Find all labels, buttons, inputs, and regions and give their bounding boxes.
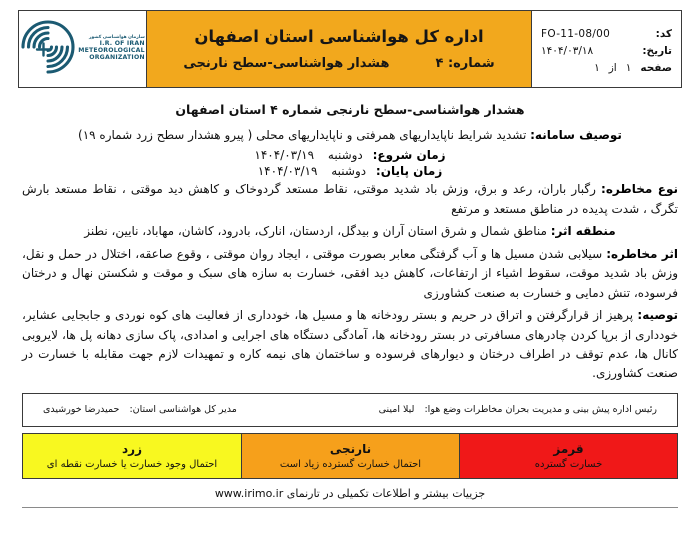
affected-region-value: مناطق شمال و شرق استان آران و بیدگل، اردستان، انارک، بادرود، کاشان، مهاباد، نایین، نطنز: [84, 224, 547, 239]
header-title-band: [147, 11, 531, 87]
footer-text: جزییات بیشتر و اطلاعات تکمیلی در تارنمای: [286, 486, 486, 500]
signature-name-0: لیلا امینی: [378, 404, 415, 416]
hazard-effects-label: اثر مخاطره:: [606, 246, 678, 261]
system-description-field: [22, 126, 678, 145]
document-date-value: ۱۴۰۴/۰۳/۱۸: [541, 44, 594, 57]
legend-level-yellow: [23, 434, 241, 478]
severity-legend: [22, 433, 678, 479]
legend-desc-orange: احتمال خسارت گسترده زیاد است: [279, 458, 422, 470]
page-number-row: [541, 62, 672, 74]
legend-name-orange: نارنجی: [329, 441, 372, 456]
legend-desc-red: خسارت گسترده: [534, 458, 603, 470]
legend-name-yellow: زرد: [122, 441, 142, 456]
hazard-type-field: [22, 180, 678, 219]
end-time-label: زمان پایان:: [375, 164, 443, 179]
logo-wrapper: [20, 19, 145, 79]
header-subtitle-row: [157, 56, 521, 71]
document-body: [18, 88, 682, 508]
organization-logo: [19, 11, 147, 87]
document-date-row: [541, 45, 672, 57]
hazard-type-value: رگبار باران، رعد و برق، وزش باد شدید موقتی، نقاط مستعد گردوخاک و کاهش دید موقتی ، نقاط مستعد بارش تگرگ ، شدت پدیده در مناطق مستعد و مرتفع: [22, 182, 678, 216]
hazard-effects-value: سیلابی شدن مسیل ها و آب گرفتگی معابر بصورت موقتی ، ایجاد روان موقتی ، وقوع صاعقه، اختلال در حمل و نقل، وزش باد شدید موقت، سقوط اشیاء از ارتفاعات، کاهش دید افقی، خسارت به سازه های سبک و موقت و شکستن نهال و درختان فرسوده، تنش دمایی و خسارت به صنعت کشاورزی: [22, 246, 678, 300]
warning-number-value: ۴: [435, 56, 444, 72]
logo-english-line-3: ORGANIZATION: [89, 53, 145, 61]
legend-name-red: قرمز: [553, 441, 584, 456]
page-current: ۱: [625, 61, 632, 74]
end-time-field: [22, 164, 678, 178]
recommendations-label: توصیه:: [637, 308, 678, 323]
signature-director-general: [43, 404, 237, 415]
signature-name-1: حمیدرضا خورشیدی: [43, 404, 120, 416]
recommendations-value: پرهیز از قرارگرفتن و اتراق در حریم و بستر رودخانه ها و مسیل ها، خودداری از فعالیت های کوه نوردی و جابجایی عشایر، خودداری از برپا کردن چادرهای مسافرتی در بستر رودخانه ها، آمادگی دستگاه های اجرایی و امدادی، پاک سازی دهانه پل ها، لایروبی کانال ها، عدم توقف در اطراف درختان و دیوارهای فرسوده و ساختمان های نیمه کاره و تمهیدات لازم جهت مقابله با خسارت در صنعت کشاورزی.: [22, 308, 678, 381]
page-total: ۱: [594, 61, 600, 74]
warning-level-subtitle: هشدار هواشناسی-سطح نارنجی: [183, 56, 390, 72]
affected-region-field: [22, 222, 678, 241]
document-code-value: FO-11-08/00: [541, 27, 611, 40]
end-time-day: دوشنبه: [331, 164, 367, 179]
warning-number-block: [435, 56, 494, 71]
system-description-value: تشدید شرایط ناپایداریهای همرفتی و ناپایداریهای محلی ( پیرو هشدار سطح زرد شماره ۱۹): [78, 128, 527, 142]
document-footer: [22, 487, 678, 508]
signature-role-0: رئیس اداره پیش بینی و مدیریت بحران مخاطرات وضع هوا:: [424, 404, 657, 416]
logo-text-block: [78, 36, 145, 62]
end-time-date: ۱۴۰۴/۰۳/۱۹: [257, 164, 318, 179]
start-time-field: [22, 148, 678, 162]
logo-english-line-2: METEOROLOGICAL: [78, 46, 145, 54]
legend-level-red: [459, 434, 677, 478]
page-title: هشدار هواشناسی-سطح نارنجی شماره ۴ استان اصفهان: [175, 102, 525, 117]
start-time-day: دوشنبه: [327, 148, 363, 163]
system-description-label: توصیف سامانه:: [530, 128, 622, 142]
recommendations-field: [22, 306, 678, 384]
signature-role-1: مدیر کل هواشناسی استان:: [129, 404, 237, 416]
document-code-row: [541, 28, 672, 40]
irimo-spiral-icon: [20, 19, 76, 79]
page-label: صفحه: [640, 61, 672, 74]
document-date-label: تاریخ:: [642, 44, 672, 57]
document-code-label: کد:: [655, 27, 672, 40]
document-header: [18, 10, 682, 88]
start-time-label: زمان شروع:: [372, 148, 446, 163]
legend-desc-yellow: احتمال وجود خسارت یا خسارت نقطه ای: [46, 458, 218, 470]
header-meta-block: [531, 11, 681, 87]
warning-number-label: شماره:: [447, 56, 495, 72]
signature-box: [22, 393, 678, 427]
hazard-effects-field: [22, 245, 678, 303]
organization-title: اداره کل هواشناسی استان اصفهان: [194, 26, 484, 46]
hazard-type-label: نوع مخاطره:: [601, 182, 679, 197]
start-time-date: ۱۴۰۴/۰۳/۱۹: [254, 148, 315, 163]
signature-forecast-chief: [379, 404, 657, 415]
logo-persian-line: سازمان هواشناسی کشور: [88, 35, 145, 41]
footer-divider: [22, 507, 678, 508]
footer-website-link[interactable]: www.irimo.ir: [214, 486, 284, 500]
page-of-label: از: [608, 61, 617, 74]
logo-english-line-1: I.R. OF IRAN: [99, 40, 145, 48]
affected-region-label: منطقه اثر:: [550, 224, 616, 239]
legend-level-orange: [241, 434, 459, 478]
